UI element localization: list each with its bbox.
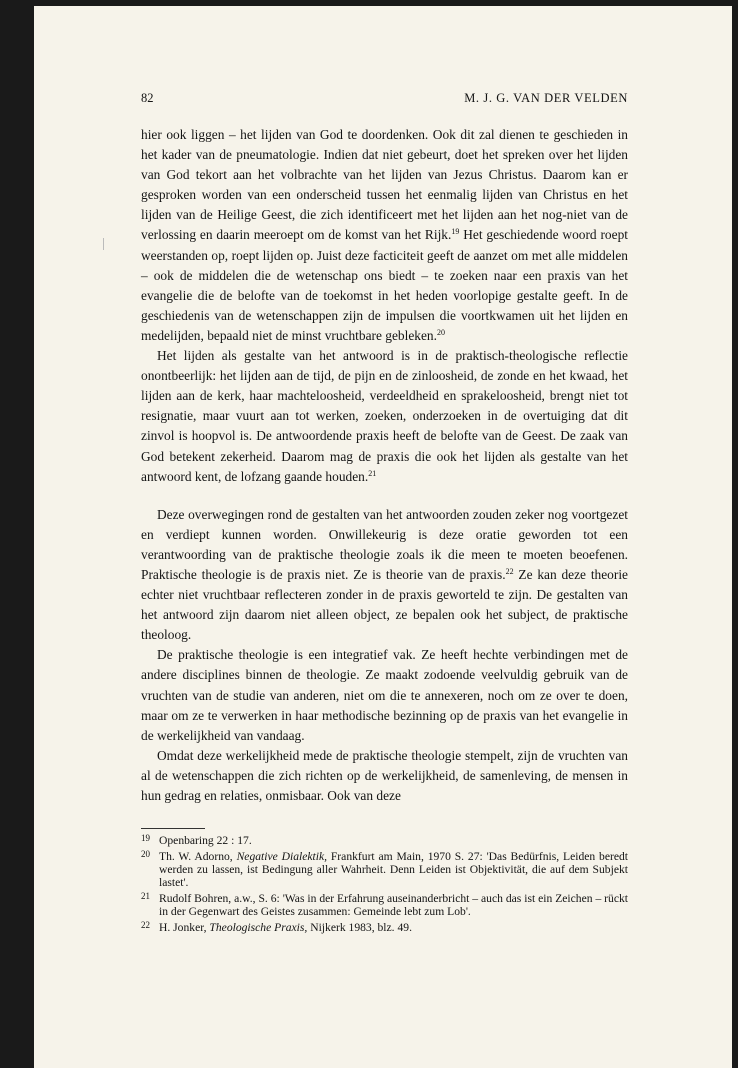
page-content (141, 90, 628, 934)
running-head-author: M. J. G. VAN DER VELDEN (464, 91, 628, 105)
page-number: 82 (141, 91, 154, 105)
footnote-ref-19[interactable]: 19 (451, 227, 460, 237)
footnote-22: 22 H. Jonker, Theologische Praxis, Nijkerk 1983, blz. 49. (141, 919, 412, 934)
paragraph-4: De praktische theologie is een integratief vak. Ze heeft hechte verbindingen met de andere disciplines binnen de theologie. Ze maakt zodoende veelvuldig gebruik van de vruchten van de studie van anderen, niet om die te annexeren, noch om ze over te doen, maar om ze te verwerken in haar methodische bezinning op de praxis van het evangelie in de werkelijkheid van vandaag. (141, 647, 628, 743)
paragraph-3: Deze overwegingen rond de gestalten van het antwoorden zouden zeker nog voortgezet en verdiept kunnen worden. Onwillekeurig is deze oratie geworden tot een verantwoording van de praktische theologie zoals ik die meen te moeten beoefenen. Praktische theologie is de praxis niet. Ze is theorie van de praxis.$^{22}$ Ze kan deze theorie echter niet vruchtbaar reflecteren zonder in de praxis geworteld te zijn. De gestalten van het antwoord zijn daarom niet alleen object, ze bepalen ook het subject, de praktische theoloog. (141, 506, 628, 643)
footnote-rule (141, 828, 205, 829)
footnote-ref-22[interactable]: 22 (505, 566, 514, 576)
body-text (141, 125, 628, 806)
paragraph-5: Omdat deze werkelijkheid mede de praktische theologie stempelt, zijn de vruchten van al de wetenschappen die zich richten op de werkelijkheid, de samenleving, de mensen in hun gedrag en relaties, onmisbaar. Ook van deze (141, 747, 628, 803)
footnote-20: 20 Th. W. Adorno, Negative Dialektik, Frankfurt am Main, 1970 S. 27: 'Das Bedürfnis, Leiden beredt werden zu lassen, ist Bedingung aller Wahrheit. Denn Leiden ist Objektivität, die auf dem Subjekt lastet'. (141, 848, 629, 890)
book-page (34, 6, 732, 1068)
footnote-ref-21[interactable]: 21 (368, 468, 377, 478)
paragraph-1: hier ook liggen – het lijden van God te doordenken. Ook dit zal dienen te geschieden in het kader van de pneumatologie. Indien dat niet gebeurt, doet het spreken over het lijden van God tekort aan het volbrachte van het lijden van Jezus Christus. Daarom kan er gesproken worden van een onderscheid tussen het eenmalig lijden van Christus en het lijden van de Heilige Geest, die zich identificeert met het lijden aan het nog-niet van de verlossing en daarin meeroept om de komst van het Rijk.$^{19}$ Het geschiedende woord roept weerstanden op, roept lijden op. Juist deze facticiteit geeft de aanzet om met alle middelen – ook de middelen die de wetenschap ons biedt – te zoeken naar een praxis van het evangelie die de belofte van de toekomst in het heden voorlopige gestalte geeft. In de geschiedenis van de wetenschappen zijn de impulsen die voortkwamen uit het lijden en medelijden, bepaald niet de minst vruchtbare gebleken.$^{20}$ (141, 127, 628, 343)
margin-mark (103, 238, 104, 250)
footnote-19: 19 Openbaring 22 : 17. (141, 833, 252, 848)
running-head (141, 90, 628, 106)
paragraph-2: Het lijden als gestalte van het antwoord is in de praktisch-theologische reflectie onontbeerlijk: het lijden aan de tijd, de pijn en de zinloosheid, de zonde en het kwaad, het lijden aan de kerk, haar machteloosheid, verdeeldheid en sprakeloosheid, brengt niet tot resignatie, maar vuurt aan tot werken, zoeken, onderzoeken in de overtuiging dat dit zinvol is hoopvol is. De antwoordende praxis heeft de belofte van de Geest. De zaak van God betekent zekerheid. Daarom mag de praxis die ook het lijden als gestalte van het antwoord kent, de lofzang gaande houden.$^{21}$ (141, 348, 628, 484)
footnotes (141, 832, 628, 934)
section-gap (141, 487, 628, 505)
footnote-21: 21 Rudolf Bohren, a.w., S. 6: 'Was in der Erfahrung auseinanderbricht – auch das ist ein Zeichen – rückt in der Gegenwart des Geistes zusammen: Gemeinde lebt zum Lob'. (141, 890, 628, 919)
footnote-ref-20[interactable]: 20 (436, 327, 445, 337)
